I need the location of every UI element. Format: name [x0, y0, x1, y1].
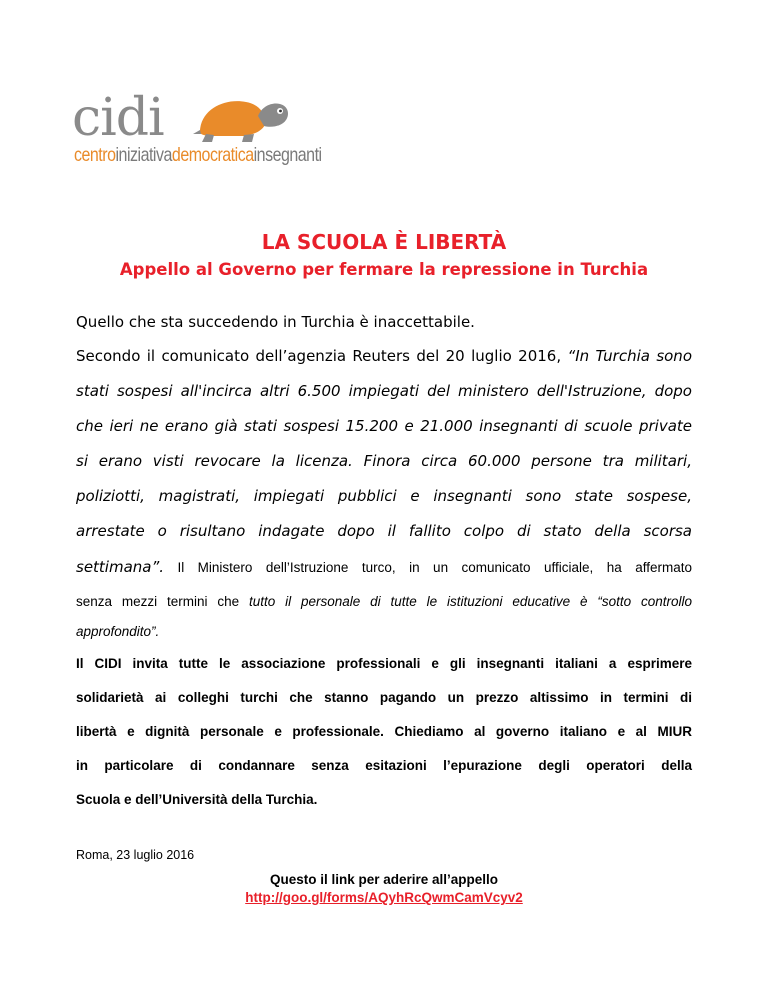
reuters-line-9: approfondito”.	[76, 624, 160, 639]
reuters-line-5: poliziotti, magistrati, impiegati pubblici e insegnanti sono state sospese,	[76, 487, 692, 505]
reuters-line-2: stati sospesi all'incirca altri 6.500 impiegati del ministero dell'Istruzione, dopo	[76, 382, 692, 400]
reuters-line-1	[76, 347, 692, 365]
appeal-line-1: Il CIDI invita tutte le associazione professionali e gli insegnanti italiani a esprimere	[76, 656, 692, 671]
tagline-iniziativa: iniziativa	[115, 144, 172, 166]
appeal-form-link[interactable]: http://goo.gl/forms/AQyhRcQwmCamVcyv2	[245, 890, 523, 905]
reuters-line-1-b: “In Turchia sono	[567, 347, 692, 365]
page-title: LA SCUOLA È LIBERTÀ	[261, 230, 507, 254]
page-subtitle: Appello al Governo per fermare la repressione in Turchia	[119, 260, 649, 279]
link-container	[0, 890, 768, 905]
intro-paragraph: Quello che sta succedendo in Turchia è inaccettabile.	[76, 313, 475, 331]
appeal-line-4: in particolare di condannare senza esitazioni l’epurazione degli operatori della	[76, 758, 692, 773]
tagline-democratica: democratica	[171, 144, 254, 166]
reuters-line-7	[76, 557, 692, 576]
reuters-line-7-a: settimana”.	[76, 558, 165, 576]
reuters-line-3: che ieri ne erano già stati sospesi 15.200 e 21.000 insegnanti di scuole private	[76, 417, 692, 435]
reuters-line-7-b: Il Ministero dell’Istruzione turco, in un comunicato ufficiale, ha affermato	[164, 560, 692, 575]
reuters-line-6: arrestate o risultano indagate dopo il fallito colpo di stato della scorsa	[76, 522, 692, 540]
reuters-line-8	[76, 591, 692, 610]
link-label: Questo il link per aderire all’appello	[269, 872, 499, 887]
tagline-centro: centro	[74, 144, 116, 166]
reuters-line-4: si erano visti revocare la licenza. Finora circa 60.000 persone tra militari,	[76, 452, 692, 470]
logo-tagline	[74, 144, 322, 166]
reuters-line-8-b: tutto il personale di tutte le istituzioni educative è “sotto controllo	[248, 594, 692, 609]
appeal-line-2: solidarietà ai colleghi turchi che stanno pagando un prezzo altissimo in termini di	[76, 690, 692, 705]
reuters-line-1-a: Secondo il comunicato dell’agenzia Reuters del 20 luglio 2016,	[76, 347, 568, 365]
appeal-line-3: libertà e dignità personale e professionale. Chiediamo al governo italiano e al MIUR	[76, 724, 692, 739]
tagline-insegnanti: insegnanti	[253, 144, 322, 166]
logo-wordmark: cidi	[72, 88, 164, 148]
turtle-icon	[192, 94, 292, 144]
reuters-line-8-a: senza mezzi termini che	[76, 594, 249, 609]
cidi-logo	[72, 88, 392, 172]
appeal-line-5: Scuola e dell’Università della Turchia.	[76, 792, 318, 807]
date-signature: Roma, 23 luglio 2016	[76, 848, 195, 862]
